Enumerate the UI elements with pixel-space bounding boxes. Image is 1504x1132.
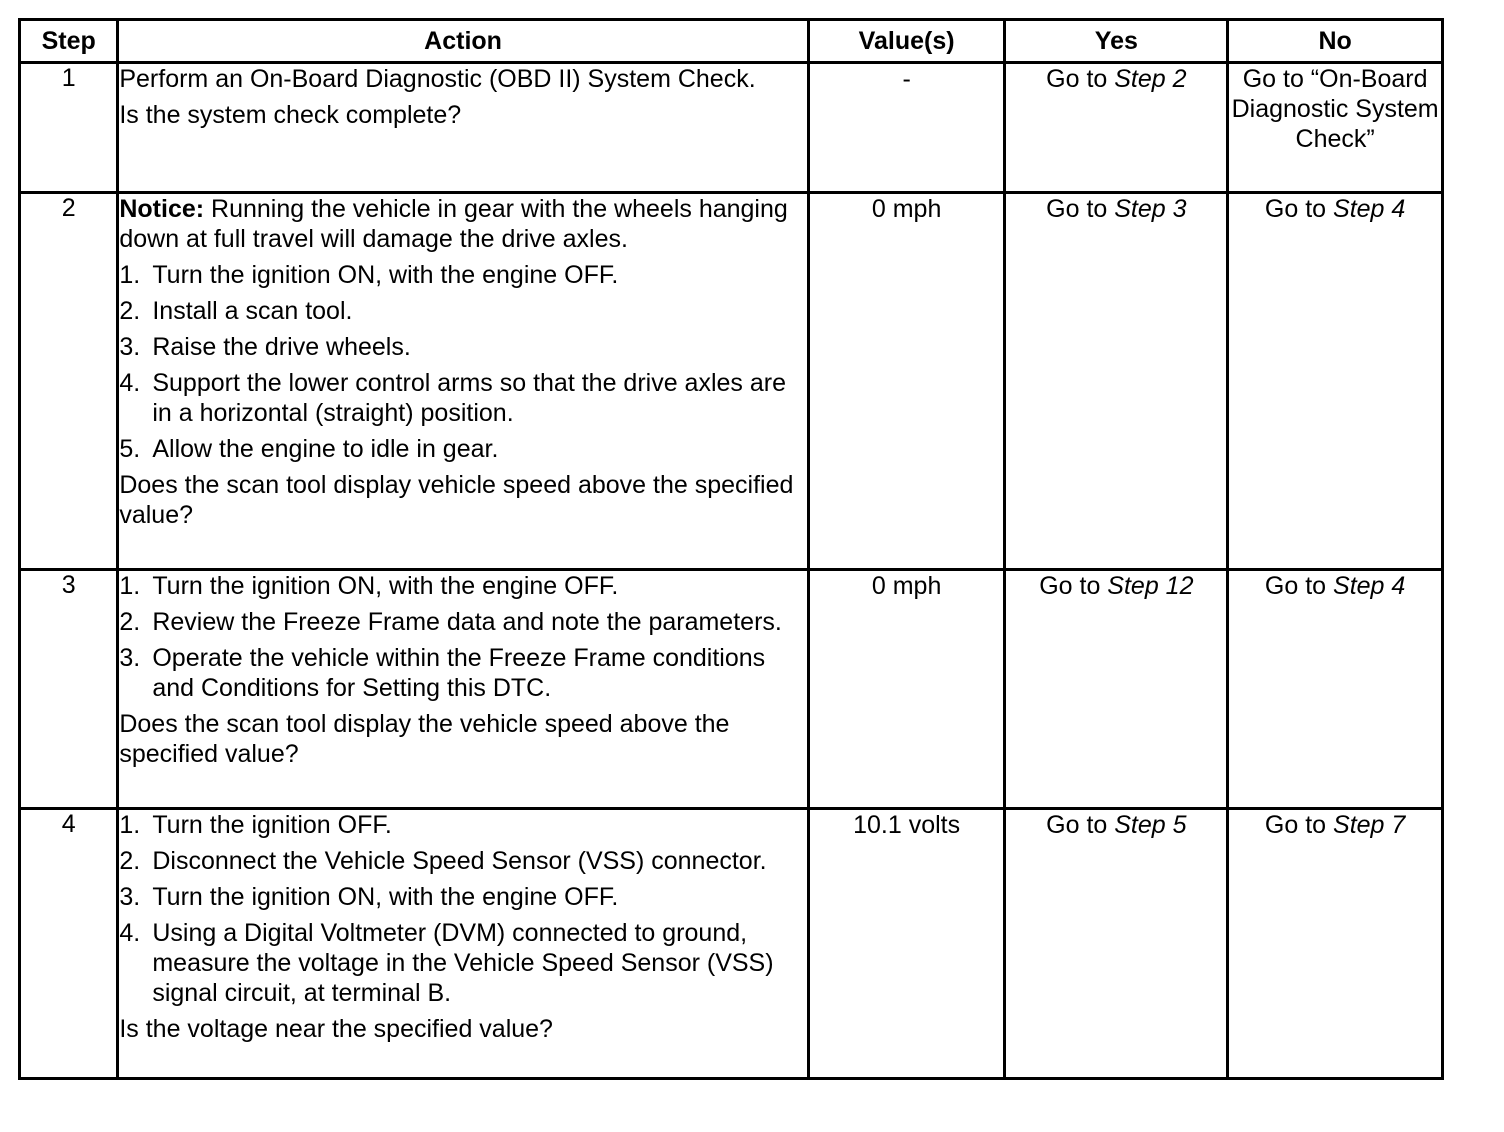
action-cell xyxy=(118,63,808,193)
no-prefix: Go to xyxy=(1264,572,1334,600)
no-prefix: Go to xyxy=(1264,195,1334,223)
no-cell xyxy=(1228,193,1443,570)
notice-text xyxy=(119,194,806,254)
header-action: Action xyxy=(118,20,808,63)
step-number: 4 xyxy=(20,809,118,1079)
yes-prefix: Go to xyxy=(1046,195,1115,223)
yes-prefix: Go to xyxy=(1046,811,1115,839)
list-num: 4. xyxy=(119,919,141,947)
action-cell xyxy=(118,570,808,809)
question-text: Does the scan tool display vehicle speed above the specified value? xyxy=(119,471,794,529)
list-num: 3. xyxy=(119,333,141,361)
yes-prefix: Go to xyxy=(1046,65,1115,93)
list-num: 3. xyxy=(119,644,141,672)
value-cell: - xyxy=(808,63,1005,193)
no-link[interactable]: Go to “On-Board Diagnostic System Check” xyxy=(1231,65,1439,153)
header-step: Step xyxy=(20,20,118,63)
list-num: 2. xyxy=(119,297,141,325)
list-item xyxy=(119,882,806,912)
yes-cell xyxy=(1005,809,1228,1079)
yes-step-link[interactable]: Step 5 xyxy=(1114,811,1187,839)
list-text: Turn the ignition OFF. xyxy=(152,811,392,839)
no-step-link[interactable]: Step 4 xyxy=(1333,572,1406,600)
list-text: Turn the ignition ON, with the engine OFF. xyxy=(152,572,619,600)
notice-body: Running the vehicle in gear with the wheels hanging down at full travel will damage the drive axles. xyxy=(119,195,788,253)
list-num: 1. xyxy=(119,572,141,600)
list-num: 1. xyxy=(119,811,141,839)
step-number: 1 xyxy=(20,63,118,193)
list-text: Review the Freeze Frame data and note the parameters. xyxy=(152,608,782,636)
no-cell xyxy=(1228,809,1443,1079)
list-item xyxy=(119,368,806,428)
list-num: 3. xyxy=(119,883,141,911)
list-item xyxy=(119,260,806,290)
list-item xyxy=(119,810,806,840)
list-num: 5. xyxy=(119,435,141,463)
list-item xyxy=(119,571,806,601)
action-cell xyxy=(118,193,808,570)
list-item xyxy=(119,607,806,637)
list-text: Install a scan tool. xyxy=(152,297,353,325)
no-step-link[interactable]: Step 7 xyxy=(1333,811,1406,839)
list-text: Support the lower control arms so that the drive axles are in a horizontal (straight) position. xyxy=(152,369,786,427)
list-num: 4. xyxy=(119,369,141,397)
no-prefix: Go to xyxy=(1264,811,1334,839)
question-text: Is the voltage near the specified value? xyxy=(119,1015,553,1043)
yes-cell xyxy=(1005,570,1228,809)
list-text: Using a Digital Voltmeter (DVM) connected to ground, measure the voltage in the Vehicle Speed Sensor (VSS) signal circuit, at terminal B. xyxy=(152,919,774,1007)
step-number: 2 xyxy=(20,193,118,570)
diagnostic-table xyxy=(18,18,1444,1080)
list-num: 1. xyxy=(119,261,141,289)
list-text: Operate the vehicle within the Freeze Frame conditions and Conditions for Setting this DTC. xyxy=(152,644,766,702)
list-item xyxy=(119,296,806,326)
header-no: No xyxy=(1228,20,1443,63)
header-row xyxy=(20,20,1443,63)
list-item xyxy=(119,332,806,362)
yes-cell xyxy=(1005,193,1228,570)
table-row-step-4 xyxy=(20,809,1443,1079)
list-item xyxy=(119,918,806,1008)
list-text: Turn the ignition ON, with the engine OFF. xyxy=(152,883,619,911)
no-cell xyxy=(1228,63,1443,193)
question-text: Does the scan tool display the vehicle speed above the specified value? xyxy=(119,710,730,768)
list-num: 2. xyxy=(119,608,141,636)
action-cell xyxy=(118,809,808,1079)
no-step-link[interactable]: Step 4 xyxy=(1333,195,1406,223)
list-item xyxy=(119,846,806,876)
value-cell: 0 mph xyxy=(808,570,1005,809)
list-text: Disconnect the Vehicle Speed Sensor (VSS) connector. xyxy=(152,847,767,875)
header-values: Value(s) xyxy=(808,20,1005,63)
no-cell xyxy=(1228,570,1443,809)
list-item xyxy=(119,434,806,464)
yes-step-link[interactable]: Step 12 xyxy=(1107,572,1194,600)
table-row-step-1 xyxy=(20,63,1443,193)
list-num: 2. xyxy=(119,847,141,875)
value-cell: 10.1 volts xyxy=(808,809,1005,1079)
list-text: Turn the ignition ON, with the engine OFF. xyxy=(152,261,619,289)
value-cell: 0 mph xyxy=(808,193,1005,570)
question-text: Is the system check complete? xyxy=(119,101,462,129)
notice-label: Notice: xyxy=(119,195,205,223)
list-text: Raise the drive wheels. xyxy=(152,333,411,361)
table-row-step-2 xyxy=(20,193,1443,570)
table-row-step-3 xyxy=(20,570,1443,809)
yes-step-link[interactable]: Step 2 xyxy=(1114,65,1187,93)
list-item xyxy=(119,643,806,703)
list-text: Allow the engine to idle in gear. xyxy=(152,435,499,463)
action-text: Perform an On-Board Diagnostic (OBD II) System Check. xyxy=(119,65,756,93)
header-yes: Yes xyxy=(1005,20,1228,63)
yes-cell xyxy=(1005,63,1228,193)
yes-prefix: Go to xyxy=(1039,572,1108,600)
step-number: 3 xyxy=(20,570,118,809)
yes-step-link[interactable]: Step 3 xyxy=(1114,195,1187,223)
